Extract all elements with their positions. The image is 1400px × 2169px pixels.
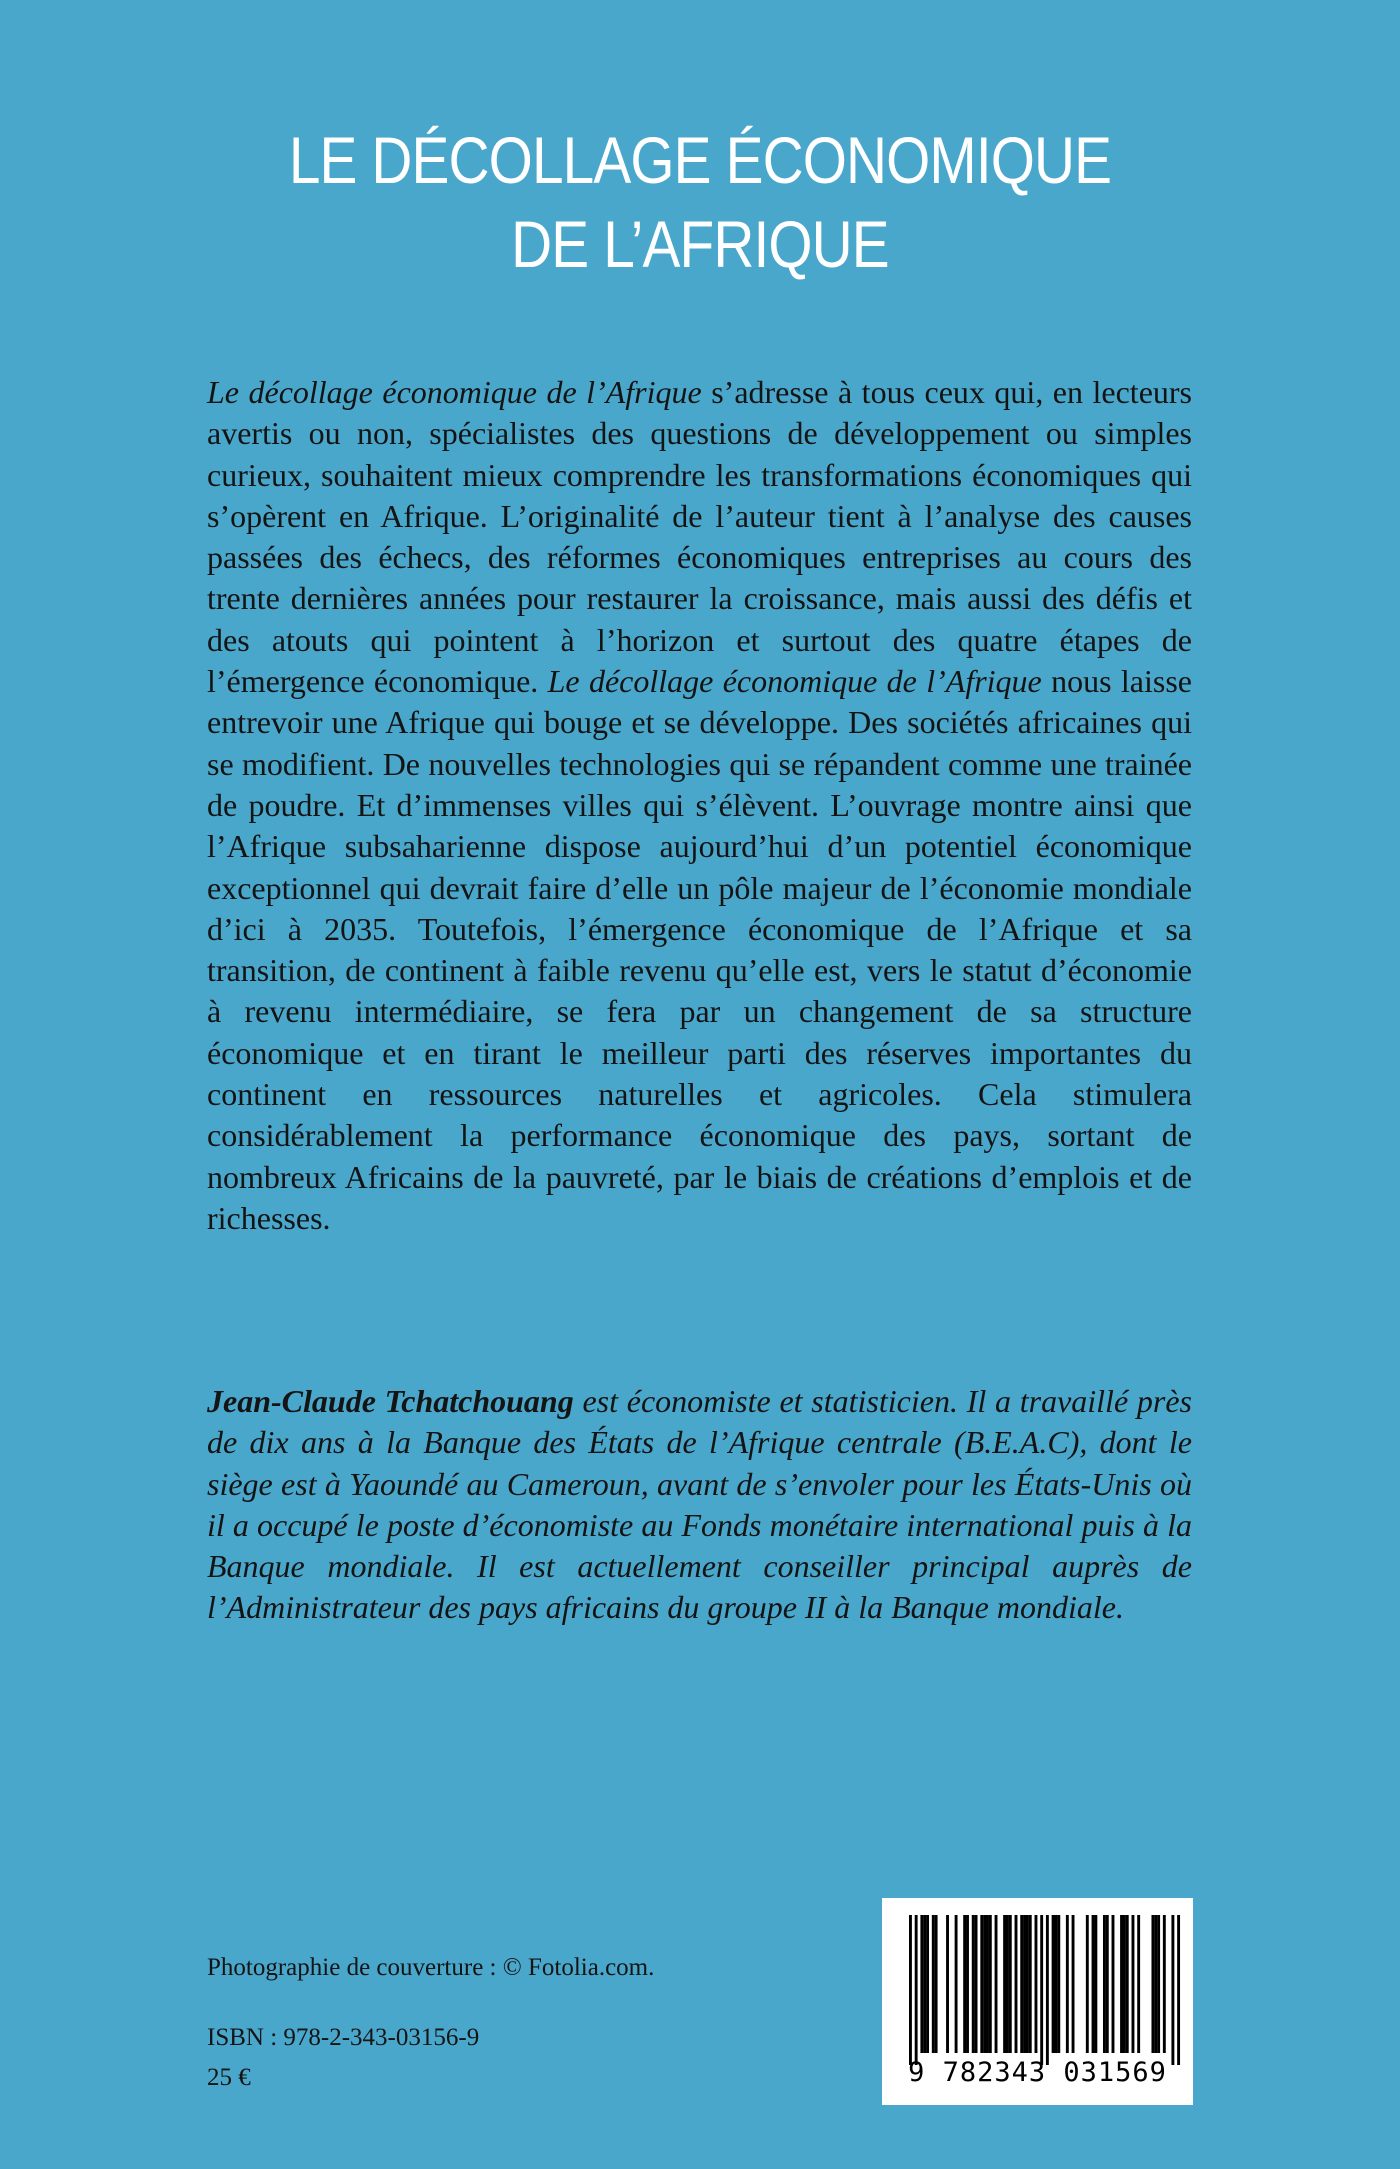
photo-credit: Photographie de couverture : © Fotolia.com. xyxy=(207,1954,655,1981)
barcode-bar xyxy=(1009,1915,1012,2053)
barcode-bar xyxy=(1086,1915,1089,2053)
barcode-bar xyxy=(1072,1915,1075,2053)
barcode-bar xyxy=(972,1915,975,2053)
barcode-guard-bar xyxy=(1171,1915,1174,2065)
barcode-bar xyxy=(1023,1915,1026,2053)
barcode-guard-bar xyxy=(1177,1915,1180,2065)
barcode-bar xyxy=(1057,1915,1060,2053)
barcode-bar xyxy=(989,1915,992,2053)
summary-text-2: nous laisse entrevoir une Afrique qui bouge et se développe. Des sociétés africaines qui se modifient. De nouvelles technologies qui se répandent comme une trainée de poudre. Et d’immenses villes qui s’élèvent. L’ouvrage montre ainsi que l’Afrique subsaharienne dispose aujourd’hui d’un potentiel économique exceptionnel qui devrait faire d’elle un pôle majeur de l’économie mondiale d’ici à 2035. Toutefois, l’émergence économique de l’Afrique et sa transition, de continent à faible revenu qu’elle est, vers le statut d’économie à revenu intermédiaire, se fera par un changement de sa structure économique et en tirant le meilleur parti des réserves importantes du continent en ressources naturelles et agricoles. Cela stimulera considérablement la performance économique des pays, sortant de nombreux Africains de la pauvreté, par le biais de créations d’emplois et de richesses. xyxy=(207,663,1193,1236)
barcode-bar xyxy=(1132,1915,1135,2053)
barcode-guard-bar xyxy=(909,1915,912,2065)
barcode-bar xyxy=(1112,1915,1115,2053)
barcode-bar xyxy=(1015,1915,1018,2053)
barcode-bar xyxy=(995,1915,998,2053)
barcode-guard-bar xyxy=(915,1915,918,2065)
barcode-bar xyxy=(955,1915,958,2053)
author-bio-text: est économiste et statisticien. Il a travaillé près de dix ans à la Banque des États de l’Afrique centrale (B.E.A.C), dont le siège est à Yaoundé au Cameroun, avant de s’envoler pour les États-Unis où il a occupé le poste d’économiste au Fonds monétaire international puis à la Banque mondiale. Il est actuellement conseiller principal auprès de l’Administrateur des pays africains du groupe II à la Banque mondiale. xyxy=(207,1383,1193,1626)
barcode-bar xyxy=(935,1915,938,2053)
barcode-bar xyxy=(926,1915,929,2053)
author-name: Jean-Claude Tchatchouang xyxy=(207,1383,574,1419)
book-summary xyxy=(207,372,1192,1239)
barcode-bar xyxy=(923,1915,926,2053)
barcode-bar xyxy=(1137,1915,1140,2053)
barcode-bar xyxy=(1123,1915,1126,2053)
barcode-bar xyxy=(1092,1915,1095,2053)
barcode-bar xyxy=(1020,1915,1023,2053)
barcode-bar xyxy=(1103,1915,1106,2053)
barcode-bar xyxy=(1035,1915,1038,2053)
barcode-bar xyxy=(946,1915,949,2053)
summary-text-1: s’adresse à tous ceux qui, en lecteurs avertis ou non, spécialistes des questions de développement ou simples curieux, souhaitent mieux comprendre les transformations économiques qui s’opèrent en Afrique. L’originalité de l’auteur tient à l’analyse des causes passées des échecs, des réformes économiques entreprises au cours des trente dernières années pour restaurer la croissance, mais aussi des défis et des atouts qui pointent à l’horizon et surtout des quatre étapes de l’émergence économique. xyxy=(207,374,1193,700)
book-title xyxy=(98,118,1302,286)
barcode-bar xyxy=(1126,1915,1129,2053)
barcode-bar xyxy=(980,1915,983,2053)
barcode-bar xyxy=(1094,1915,1097,2053)
barcode-bar xyxy=(1026,1915,1029,2053)
barcode-bar xyxy=(986,1915,989,2053)
barcode-bar xyxy=(1106,1915,1109,2053)
price: 25 € xyxy=(207,2064,251,2091)
barcode-bar xyxy=(1029,1915,1032,2053)
barcode-bar xyxy=(1054,1915,1057,2053)
barcode xyxy=(882,1898,1193,2105)
barcode-bar xyxy=(1157,1915,1160,2053)
barcode-bar xyxy=(966,1915,969,2053)
barcode-bar xyxy=(1120,1915,1123,2053)
barcode-bar xyxy=(1163,1915,1166,2053)
barcode-bar xyxy=(1151,1915,1154,2053)
barcode-bar xyxy=(932,1915,935,2053)
barcode-guard-bar xyxy=(1046,1915,1049,2065)
barcode-bar xyxy=(1154,1915,1157,2053)
barcode-bar xyxy=(975,1915,978,2053)
barcode-bars xyxy=(891,1915,1184,2065)
title-line-1: LE DÉCOLLAGE ÉCONOMIQUE xyxy=(288,123,1112,197)
barcode-bar xyxy=(1003,1915,1006,2053)
author-bio xyxy=(207,1381,1192,1629)
summary-book-title-1: Le décollage économique de l’Afrique xyxy=(207,374,702,410)
barcode-bar xyxy=(920,1915,923,2053)
barcode-bar xyxy=(1066,1915,1069,2053)
barcode-bar xyxy=(1052,1915,1055,2053)
barcode-digits: 9 782343 031569 xyxy=(908,2057,1167,2088)
title-line-2: DE L’AFRIQUE xyxy=(511,207,889,281)
barcode-bar xyxy=(963,1915,966,2053)
isbn: ISBN : 978-2-343-03156-9 xyxy=(207,2024,480,2051)
summary-book-title-2: Le décollage économique de l’Afrique xyxy=(547,663,1042,700)
barcode-guard-bar xyxy=(1040,1915,1043,2065)
barcode-bar xyxy=(1006,1915,1009,2053)
barcode-bar xyxy=(983,1915,986,2053)
